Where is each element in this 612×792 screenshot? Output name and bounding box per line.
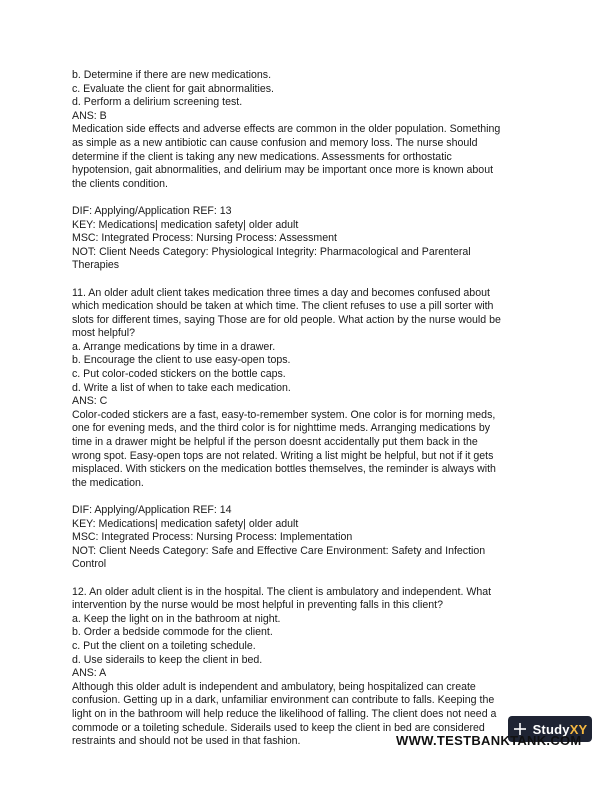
rationale-line: confusion. Getting up in a dark, unfamiliar environment can contribute to falls. Keeping the bbox=[72, 694, 495, 707]
meta-msc: MSC: Integrated Process: Nursing Process: Assessment bbox=[72, 232, 337, 245]
document-body bbox=[72, 69, 547, 749]
meta-not: NOT: Client Needs Category: Physiological Integrity: Pharmacological and Parenteral bbox=[72, 245, 471, 258]
stem-line: 11. An older adult client takes medication three times a day and becomes confused about bbox=[72, 286, 490, 299]
option-b: b. Order a bedside commode for the client. bbox=[72, 626, 273, 639]
badge-text-main: Study bbox=[532, 721, 570, 737]
meta-key: KEY: Medications| medication safety| older adult bbox=[72, 218, 299, 231]
option-c: c. Put color-coded stickers on the bottle caps. bbox=[72, 368, 286, 381]
meta-not: NOT: Client Needs Category: Safe and Effective Care Environment: Safety and Infection bbox=[72, 544, 486, 557]
rationale-line: wrong spot. Easy-open tops are not related. Writing a list might be helpful, but not if it gets bbox=[72, 449, 494, 462]
question-10 bbox=[72, 69, 547, 273]
option-d: d. Use siderails to keep the client in bed. bbox=[72, 653, 263, 666]
q12-stem bbox=[72, 586, 547, 613]
rationale-line: time in a drawer might be helpful if the person doesnt accidentally put them back in the bbox=[72, 436, 478, 449]
option-b: b. Determine if there are new medications. bbox=[72, 69, 272, 81]
stem-line: 12. An older adult client is in the hospital. The client is ambulatory and independent. What bbox=[72, 585, 492, 598]
rationale-line: commode or a toileting schedule. Siderails used to keep the client in bed are considered bbox=[72, 721, 485, 734]
rationale-line: light on in the bathroom will help reduce the likelihood of falling. The client does not need a bbox=[72, 707, 497, 720]
q12-answer: ANS: A bbox=[72, 667, 107, 680]
meta-dif: DIF: Applying/Application REF: 14 bbox=[72, 504, 232, 516]
rationale-line: determine if the client is taking any new medications. Assessments for orthostatic bbox=[72, 150, 452, 163]
meta-dif: DIF: Applying/Application REF: 13 bbox=[72, 204, 232, 217]
stem-line: slots for different times, saying Those are for old people. What action by the nurse would be bbox=[72, 313, 501, 326]
rationale-line: restraints and should not be used in that fashion. bbox=[72, 735, 301, 748]
rationale-line: Color-coded stickers are a fast, easy-to-remember system. One color is for morning meds, bbox=[72, 408, 496, 421]
rationale-line: Although this older adult is independent and ambulatory, being hospitalized can create bbox=[72, 680, 476, 693]
rationale-line: the medication. bbox=[72, 476, 144, 489]
q11-options bbox=[72, 341, 547, 395]
stem-line: most helpful? bbox=[72, 327, 136, 340]
option-b: b. Encourage the client to use easy-open tops. bbox=[72, 354, 291, 367]
option-d: d. Perform a delirium screening test. bbox=[72, 96, 243, 109]
footer-website: WWW.TESTBANKTANK.COM bbox=[396, 733, 582, 748]
question-11 bbox=[72, 287, 547, 572]
meta-not-cont: Therapies bbox=[72, 259, 120, 272]
q10-metadata bbox=[72, 205, 547, 273]
q11-stem bbox=[72, 287, 547, 341]
rationale-line: hypotension, gait abnormalities, and delirium may be important once more is known about bbox=[72, 164, 494, 177]
stem-line: intervention by the nurse would be most helpful in preventing falls in this client? bbox=[72, 599, 443, 612]
rationale-line: one for evening meds, and the third color is for nighttime meds. Arranging medications by bbox=[72, 422, 491, 435]
q10-options bbox=[72, 69, 547, 110]
option-d: d. Write a list of when to take each medication. bbox=[72, 381, 291, 394]
stem-line: which medication should be taken at which time. The client refuses to use a pill sorter with bbox=[72, 300, 494, 313]
q10-rationale bbox=[72, 123, 547, 191]
option-c: c. Put the client on a toileting schedule. bbox=[72, 639, 256, 652]
meta-key: KEY: Medications| medication safety| older adult bbox=[72, 517, 299, 530]
q11-rationale bbox=[72, 409, 547, 491]
option-c: c. Evaluate the client for gait abnormalities. bbox=[72, 82, 274, 95]
rationale-line: the clients condition. bbox=[72, 177, 168, 190]
q10-answer: ANS: B bbox=[72, 109, 107, 122]
question-12 bbox=[72, 586, 547, 749]
option-a: a. Arrange medications by time in a drawer. bbox=[72, 340, 276, 353]
q11-answer: ANS: C bbox=[72, 395, 108, 408]
meta-msc: MSC: Integrated Process: Nursing Process: Implementation bbox=[72, 531, 353, 544]
q12-options bbox=[72, 613, 547, 667]
rationale-line: as simple as a new antibiotic can cause confusion and memory loss. The nurse should bbox=[72, 136, 478, 149]
rationale-line: Medication side effects and adverse effects are common in the older population. Something bbox=[72, 123, 501, 136]
meta-not-cont: Control bbox=[72, 558, 107, 571]
rationale-line: misplaced. With stickers on the medication bottles themselves, the reminder is always with bbox=[72, 463, 496, 476]
option-a: a. Keep the light on in the bathroom at night. bbox=[72, 612, 281, 625]
q11-metadata bbox=[72, 504, 547, 572]
badge-text-accent: XY bbox=[569, 721, 588, 737]
